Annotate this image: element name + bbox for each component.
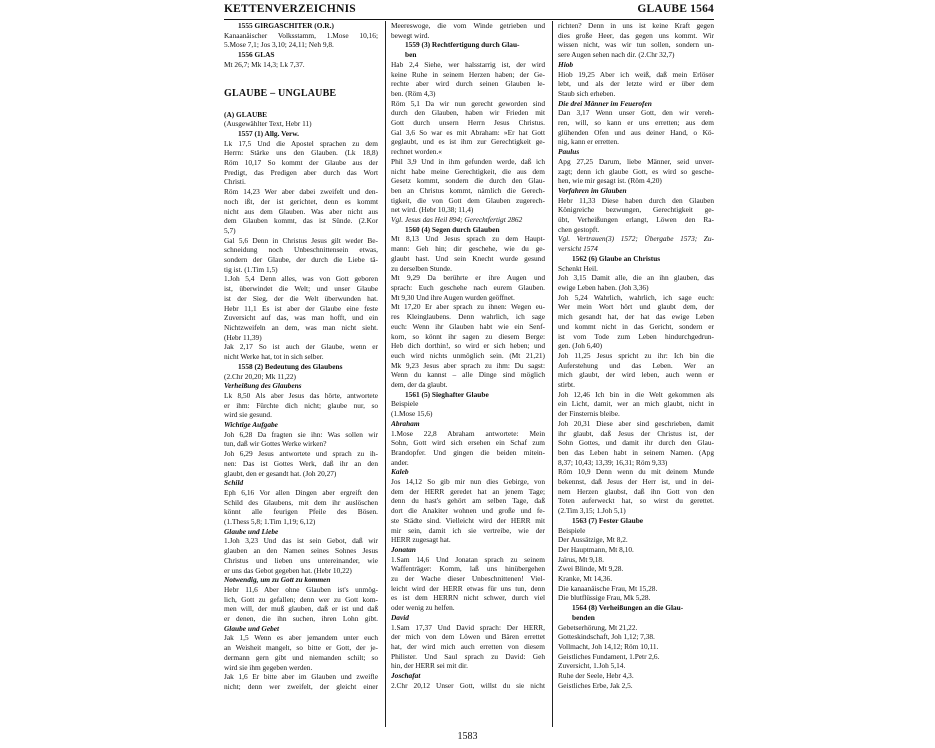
text-line: wird sie gesund. — [224, 410, 272, 420]
entry-heading: 1564 (8) Verheißungen an die Glau- — [572, 603, 684, 613]
text-line: stirbt. — [558, 380, 575, 390]
text-line: nicht Werke hat, tot in sich selber. — [224, 352, 324, 362]
text-line: Jak 1,5 Wenn es aber jemandem unter euch — [224, 633, 378, 643]
text-line: nicht aus dem Glauben. Was aber nicht aus — [224, 206, 378, 216]
text-line: Mt 8,13 Und Jesus sprach zu dem Haupt- — [391, 234, 545, 244]
text-line: Wenn du kannst – alle Dinge sind möglich — [391, 370, 545, 380]
topic-label: Joschafat — [391, 671, 421, 681]
text-line: Lk 17,5 Und die Apostel sprachen zu dem — [224, 138, 378, 148]
text-line: mann: Geh hin; dir geschehe, wie du ge- — [391, 244, 545, 254]
text-line: zagt; denn ich glaube Gott, es wird so gesche- — [558, 166, 714, 176]
text-line: 1.Sam 17,37 Und David sprach: Der HERR, — [391, 622, 545, 632]
text-line: Hebr 11,1 Es ist aber der Glaube eine feste — [224, 303, 378, 313]
topic-label: Kaleb — [391, 467, 409, 477]
text-line: ist, überwindet die Welt; und unser Glaube — [224, 284, 378, 294]
header-left-title: KETTENVERZEICHNIS — [224, 3, 356, 15]
column-divider — [552, 21, 553, 727]
text-line: Jos 14,12 So gib mir nun dies Gebirge, von — [391, 477, 545, 487]
text-line: nicht; denn wer zweifelt, der gleicht einer — [224, 682, 378, 691]
entry-heading: 1562 (6) Glaube an Christus — [572, 253, 661, 263]
text-line: 5.Mose 7,1; Jos 3,10; 24,11; Neh 9,8. — [224, 40, 334, 50]
text-line: er ihm: Fürchte dich nicht; glaube nur, so — [224, 400, 378, 410]
text-line: der mich von dem Löwen und Bären errettet — [391, 632, 545, 642]
text-line: es ist dem HERRN nicht schwer, durch viel — [391, 593, 545, 603]
text-line: wird sie ihm gegeben werden. — [224, 662, 313, 672]
text-line: Mk 9,23 Jesus aber sprach zu ihm: Du sagst: — [391, 360, 545, 370]
text-line: ewige Leben haben. (Joh 3,36) — [558, 282, 649, 292]
text-line: hat, der wird mich auch erretten von diesem — [391, 642, 545, 651]
text-line: mir sein, damit ich sie vertreibe, wie der — [391, 525, 545, 535]
text-line: geglaubt, und es ist ihm zur Gerechtigkeit ge- — [391, 137, 545, 147]
text-line: Jak 1,6 Er bitte aber im Glauben und zweifle — [224, 672, 378, 682]
entry-heading: 1560 (4) Segen durch Glauben — [405, 224, 500, 234]
text-line: Röm 5,1 Da wir nun gerecht geworden sind — [391, 98, 545, 108]
text-line: der Finsternis bleibe. — [558, 409, 620, 419]
text-line: Die kanaanäische Frau, Mt 15,28. — [558, 583, 658, 593]
subheading: benden — [572, 612, 595, 622]
text-line: Geistliches Erbe, Jak 2,5. — [558, 680, 633, 690]
entry-heading: 1559 (3) Rechtfertigung durch Glau- — [405, 40, 520, 50]
topic-label: Jonatan — [391, 544, 416, 554]
text-line: (Hebr 11,39) — [224, 332, 262, 342]
text-line: bekennst, daß Jesus der Herr ist, und in dei- — [558, 477, 714, 487]
text-line: ste Städte sind. Vielleicht wird der HERR mit — [391, 515, 545, 525]
text-line: sere Augen sehen nach dir. (2.Chr 32,7) — [558, 50, 675, 60]
topic-label: Notwendig, um zu Gott zu kommen — [224, 575, 331, 585]
text-line: ist vom Tode zum Leben hindurchgedrun- — [558, 331, 714, 341]
topic-label: David — [391, 612, 409, 622]
text-line: richten? Denn in uns ist keine Kraft gegen — [558, 21, 714, 30]
text-line: glauben an den Namen seines Sohnes Jesus — [224, 546, 378, 556]
text-line: Nichtzweifeln an dem, was man nicht sieht. — [224, 322, 378, 332]
text-line: dort die Anakiter wohnen und große und fe- — [391, 506, 545, 516]
text-line: euch: Wenn ihr Glauben habt wie ein Senf- — [391, 321, 545, 331]
text-line: (1.Thess 5,8; 1.Tim 1,19; 6,12) — [224, 517, 316, 527]
text-line: Dan 3,17 Wenn unser Gott, den wir vereh- — [558, 108, 714, 118]
text-line: Hebr 11,6 Aber ohne Glauben ist's unmög- — [224, 584, 378, 594]
text-line: Joh 5,24 Wahrlich, wahrlich, ich sage euch: — [558, 292, 714, 302]
text-line: Gesetz kommt, sondern die durch den Glau- — [391, 176, 545, 186]
text-line: Beispiele — [391, 399, 419, 409]
entry-heading: 1557 (1) Allg. Verw. — [238, 128, 299, 138]
text-line: 2.Chr 20,12 Unser Gott, willst du sie nicht — [391, 680, 545, 690]
text-line: sprach: Euch geschehe nach eurem Glauben. — [391, 282, 545, 292]
text-line: res Kleinglaubens. Denn wahrlich, ich sage — [391, 312, 545, 322]
entry-heading: 1563 (7) Fester Glaube — [572, 515, 644, 525]
running-header — [224, 3, 714, 20]
text-line: dermann gern gibt und niemanden schilt; so — [224, 652, 378, 662]
text-line: keine Ruhe in seinem Herzen haben; der Ge- — [391, 69, 545, 79]
text-line: Toten auferweckt hat, so wirst du gerettet. — [558, 496, 714, 506]
text-line: rechte aber wird durch seinen Glauben le- — [391, 79, 545, 89]
text-line: Waffenträger: Komm, laß uns hinübergehen — [391, 564, 545, 574]
text-line: Gal 5,6 Denn in Christus Jesus gilt weder Be- — [224, 235, 378, 245]
text-line: glaubt, den er gesandt hat. (Joh 20,27) — [224, 468, 337, 478]
text-line: (2.Chr 20,20; Mk 11,22) — [224, 371, 296, 381]
text-line: oder wenig zu helfen. — [391, 603, 455, 613]
text-line: zu derselben Stunde. — [391, 263, 452, 273]
text-line: Die blutflüssige Frau, Mk 5,28. — [558, 593, 651, 603]
text-line: euch wird nichts unmöglich sein. (Mt 21,21) — [391, 350, 545, 360]
text-line: lich, Gott zu gefallen; denn wer zu Gott kom- — [224, 594, 378, 604]
text-line: er uns das Gebot gegeben hat. (Hebr 10,22) — [224, 565, 352, 575]
text-line: Joh 3,15 Damit alle, die an ihn glauben, das — [558, 273, 714, 283]
entry-heading: 1555 GIRGASCHITER (O.R.) — [238, 21, 334, 30]
text-line: Hab 2,4 Siehe, wer halsstarrig ist, der wird — [391, 59, 545, 69]
text-line: Apg 27,25 Darum, liebe Männer, seid unver- — [558, 156, 714, 166]
text-line: nicht habe meine Gerechtigkeit, die aus dem — [391, 166, 545, 176]
text-line: Gebetserhörung, Mt 21,22. — [558, 622, 638, 632]
text-line: an Weisheit mangelt, so bitte er Gott, der je- — [224, 643, 378, 653]
topic-label: Schild — [224, 478, 244, 488]
text-line: Mt 9,29 Da berührte er ihre Augen und — [391, 273, 545, 283]
page-number: 1583 — [457, 731, 478, 742]
text-line: Mt 17,20 Er aber sprach zu ihnen: Wegen eu- — [391, 302, 545, 312]
text-line: 1.Joh 3,23 Und das ist sein Gebot, daß wir — [224, 536, 378, 546]
entry-heading: 1561 (5) Sieghafter Glaube — [405, 389, 489, 399]
text-line: 5,7) — [224, 225, 236, 235]
text-line: Geistliches Fundament, 1.Petr 2,6. — [558, 651, 660, 661]
text-line: Staub sich erheben. — [558, 88, 616, 98]
text-line: Röm 10,17 So kommt der Glaube aus der — [224, 158, 378, 168]
text-line: 1.Mose 22,8 Abraham antwortete: Mein — [391, 428, 545, 438]
text-line: ihr glaubt, daß Jesus der Christus ist, der — [558, 428, 714, 438]
text-line: Mt 9,30 Und ihre Augen wurden geöffnet. — [391, 292, 515, 302]
cross-reference: Vgl. Jesus das Heil 894; Gerechtfertigt 2862 — [391, 215, 523, 225]
text-line: sondern der Glaube, der durch die Liebe tä- — [224, 255, 378, 265]
text-line: 1.Joh 5,4 Denn alles, was von Gott geboren — [224, 274, 378, 284]
text-line: lebt, und als der letzte wird er über dem — [558, 79, 714, 89]
text-line: Joh 12,46 Ich bin in die Welt gekommen als — [558, 389, 714, 399]
text-line: Schenkt Heil. — [558, 263, 598, 273]
text-line: dem Glauben kommt, das ist Sünde. (2.Kor — [224, 216, 378, 226]
text-line: glühenden Ofen und aus deiner Hand, o Kö- — [558, 127, 714, 137]
text-line: Kanaanäischer Volksstamm, 1.Mose 10,16; — [224, 30, 378, 40]
text-line: 8,37; 10,43; 13,39; 16,31; Röm 9,33) — [558, 457, 668, 467]
text-line: übt, Verheißungen erlangt, Löwen den Ra- — [558, 215, 714, 225]
text-line: korn, so könnt ihr sagen zu diesem Berge: — [391, 331, 545, 341]
text-line: Sohn Gottes, und damit ihr durch den Glau- — [558, 438, 714, 448]
text-line: bewegt wird. — [391, 30, 430, 40]
text-line: Ruhe der Seele, Hebr 4,3. — [558, 671, 634, 681]
text-line: Zuversicht auf das, was man hofft, und ein — [224, 313, 378, 323]
text-line: Jak 2,17 So ist auch der Glaube, wenn er — [224, 342, 378, 352]
text-line: Predigt, das Predigen aber durch das Wort — [224, 167, 378, 177]
text-line: HERR zugesagt hat. — [391, 535, 451, 545]
text-line: denn du hast's gehört am selben Tage, daß — [391, 496, 545, 506]
text-line: (2.Tim 3,15; 1.Joh 5,1) — [558, 506, 626, 516]
entry-heading: 1556 GLAS — [238, 50, 275, 60]
text-line: er denen, die ihn suchen, ihren Lohn gibt. — [224, 614, 378, 624]
text-line: ander. — [391, 457, 409, 467]
entry-heading: 1558 (2) Bedeutung des Glaubens — [238, 361, 343, 371]
text-line: rechnet worden.« — [391, 147, 442, 157]
text-line: leicht wird der HERR etwas für uns tun, denn — [391, 583, 545, 593]
cross-reference: Vgl. Vertrauen(3) 1572; Übergabe 1573; Zu- — [558, 234, 714, 244]
text-line: Joh 6,28 Da fragten sie ihn: Was sollen wir — [224, 429, 378, 439]
column-3 — [558, 21, 714, 727]
text-line: Auferstehung und das Leben. Wer an — [558, 360, 714, 370]
text-line: Jaïrus, Mt 9,18. — [558, 554, 604, 564]
text-line: (Ausgewählter Text, Hebr 11) — [224, 119, 312, 129]
text-line: net wird. (Hebr 10,38; 11,4) — [391, 205, 474, 215]
topic-label: Verheißung des Glaubens — [224, 381, 302, 391]
text-line: Gott durch unsern Herrn Jesus Christus. — [391, 118, 545, 128]
text-line: Zwei Blinde, Mt 9,28. — [558, 564, 624, 574]
text-line: Röm 10,9 Denn wenn du mit deinem Munde — [558, 467, 714, 477]
topic-label: Die drei Männer im Feuerofen — [558, 98, 652, 108]
text-line: dies große Heer, das gegen uns kommt. Wir — [558, 30, 714, 40]
text-line: dem, der da glaubt. — [391, 380, 448, 390]
topic-label: Paulus — [558, 147, 580, 157]
topic-label: Abraham — [391, 418, 420, 428]
text-line: hen, wie mir gesagt ist. (Röm 4,20) — [558, 176, 662, 186]
text-columns — [224, 21, 714, 727]
text-line: Gotteskindschaft, Joh 1,12; 7,38. — [558, 632, 655, 642]
text-line: Brandopfer. Und gingen die beiden mitein- — [391, 447, 545, 457]
topic-label: Wichtige Aufgabe — [224, 420, 278, 430]
text-line: ist der Sieg, der die Welt überwunden hat. — [224, 293, 378, 303]
text-line: Joh 20,31 Diese aber sind geschrieben, damit — [558, 418, 714, 428]
column-2 — [391, 21, 545, 727]
text-line: Der Hauptmann, Mt 8,10. — [558, 544, 634, 554]
text-line: Eph 6,16 Vor allen Dingen aber ergreift den — [224, 487, 378, 497]
cross-reference: versicht 1574 — [558, 244, 598, 254]
text-line: könnt alle feurigen Pfeile des Bösen. — [224, 507, 378, 517]
text-line: glaubt hast. Und sein Knecht wurde gesund — [391, 253, 545, 263]
text-line: Phil 3,9 Und in ihm gefunden werde, daß ich — [391, 156, 545, 166]
text-line: Vollmacht, Joh 14,12; Röm 10,11. — [558, 642, 659, 651]
topic-label: Glaube und Gebet — [224, 623, 280, 633]
text-line: 1.Sam 14,6 Und Jonatan sprach zu seinem — [391, 554, 545, 564]
text-line: tun, daß wir Gottes Werke wirken? — [224, 439, 327, 449]
text-line: Gal 3,6 So war es mit Abraham: »Er hat Gott — [391, 127, 545, 137]
text-line: gen. (Joh 6,40) — [558, 341, 603, 351]
text-line: wissen nicht, was wir tun sollen, sondern un- — [558, 40, 714, 50]
text-line: mich glaubt, der wird leben, auch wenn er — [558, 370, 714, 380]
text-line: Mt 26,7; Mk 14,3; Lk 7,37. — [224, 59, 305, 69]
topic-label: Vorfahren im Glauben — [558, 185, 627, 195]
text-line: Röm 14,23 Wer aber dabei zweifelt und den- — [224, 187, 378, 197]
text-line: ein Licht, damit, wer an mich glaubt, nicht in — [558, 399, 714, 409]
text-line: noch ißt, der ist gerichtet, denn es kommt — [224, 196, 378, 206]
text-line: Lk 8,50 Als aber Jesus das hörte, antwortete — [224, 390, 378, 400]
text-line: nem Herzen glaubst, daß ihn Gott von den — [558, 486, 714, 496]
column-divider — [385, 21, 386, 727]
text-line: hin, der HERR sei mit dir. — [391, 661, 468, 671]
text-line: tigkeit, die von Gott dem Glauben zugerech- — [391, 195, 545, 205]
header-right-title: GLAUBE 1564 — [637, 3, 714, 15]
text-line: und kommt nicht in das Gericht, sondern er — [558, 321, 714, 331]
text-line: Philister. Und Saul sprach zu David: Geh — [391, 651, 545, 661]
text-line: dem der HERR geredet hat an jenem Tage; — [391, 486, 545, 496]
text-line: mich gesandt hat, der hat das ewige Leben — [558, 312, 714, 322]
text-line: tig ist. (1.Tim 1,5) — [224, 264, 278, 274]
text-line: Christus und lieben uns untereinander, wie — [224, 555, 378, 565]
text-line: chen gestopft. — [558, 224, 600, 234]
text-line: ben. (Röm 4,3) — [391, 88, 436, 98]
column-1 — [224, 21, 378, 727]
text-line: Kranke, Mt 14,36. — [558, 574, 613, 584]
text-line: schneidung noch Unbeschnittensein etwas, — [224, 245, 378, 255]
text-line: Joh 11,25 Jesus spricht zu ihr: Ich bin die — [558, 350, 714, 360]
topic-label: Hiob — [558, 59, 574, 69]
text-line: Joh 6,29 Jesus antwortete und sprach zu ih- — [224, 449, 378, 459]
text-line: zu der Wache dieser Unbeschnittenen! Viel- — [391, 574, 545, 584]
text-line: ben das Leben habt in seinem Namen. (Apg — [558, 447, 714, 457]
text-line: (1.Mose 15,6) — [391, 409, 433, 419]
text-line: Heb dich dorthin!, so wird er sich heben; und — [391, 341, 545, 351]
section-title: GLAUBE – UNGLAUBE — [224, 87, 337, 99]
text-line: Hebr 11,33 Diese haben durch den Glauben — [558, 195, 714, 205]
text-line: Hiob 19,25 Aber ich weiß, daß mein Erlöser — [558, 69, 714, 79]
subheading: (A) GLAUBE — [224, 109, 268, 119]
text-line: Sohn, Gott wird sich ersehen ein Schaf zum — [391, 438, 545, 448]
text-line: Meereswoge, die vom Winde getrieben und — [391, 21, 545, 30]
text-line: ren, will, so kann er uns erretten; aus dem — [558, 118, 714, 128]
text-line: Königreiche bezwungen, Gerechtigkeit ge- — [558, 205, 714, 215]
topic-label: Glaube und Liebe — [224, 526, 279, 536]
text-line: Christi. — [224, 177, 246, 187]
text-line: Zuversicht, 1.Joh 5,14. — [558, 661, 626, 671]
text-line: Wer mein Wort hört und glaubt dem, der — [558, 302, 714, 312]
text-line: nen: Das ist Gottes Werk, daß ihr an den — [224, 458, 378, 468]
text-line: men will, der muß glauben, daß er ist und daß — [224, 604, 378, 614]
subheading: ben — [405, 50, 417, 60]
text-line: Schild des Glaubens, mit dem ihr auslöschen — [224, 497, 378, 507]
text-line: Beispiele — [558, 525, 586, 535]
text-line: durch den Glauben, haben wir Frieden mit — [391, 108, 545, 118]
text-line: Herrn: Stärke uns den Glauben. (Lk 18,8) — [224, 148, 378, 158]
text-line: ben an Christus kommt, nämlich die Gerech- — [391, 185, 545, 195]
text-line: Der Aussätzige, Mt 8,2. — [558, 535, 628, 545]
text-line: nig, kann er erretten. — [558, 137, 619, 147]
